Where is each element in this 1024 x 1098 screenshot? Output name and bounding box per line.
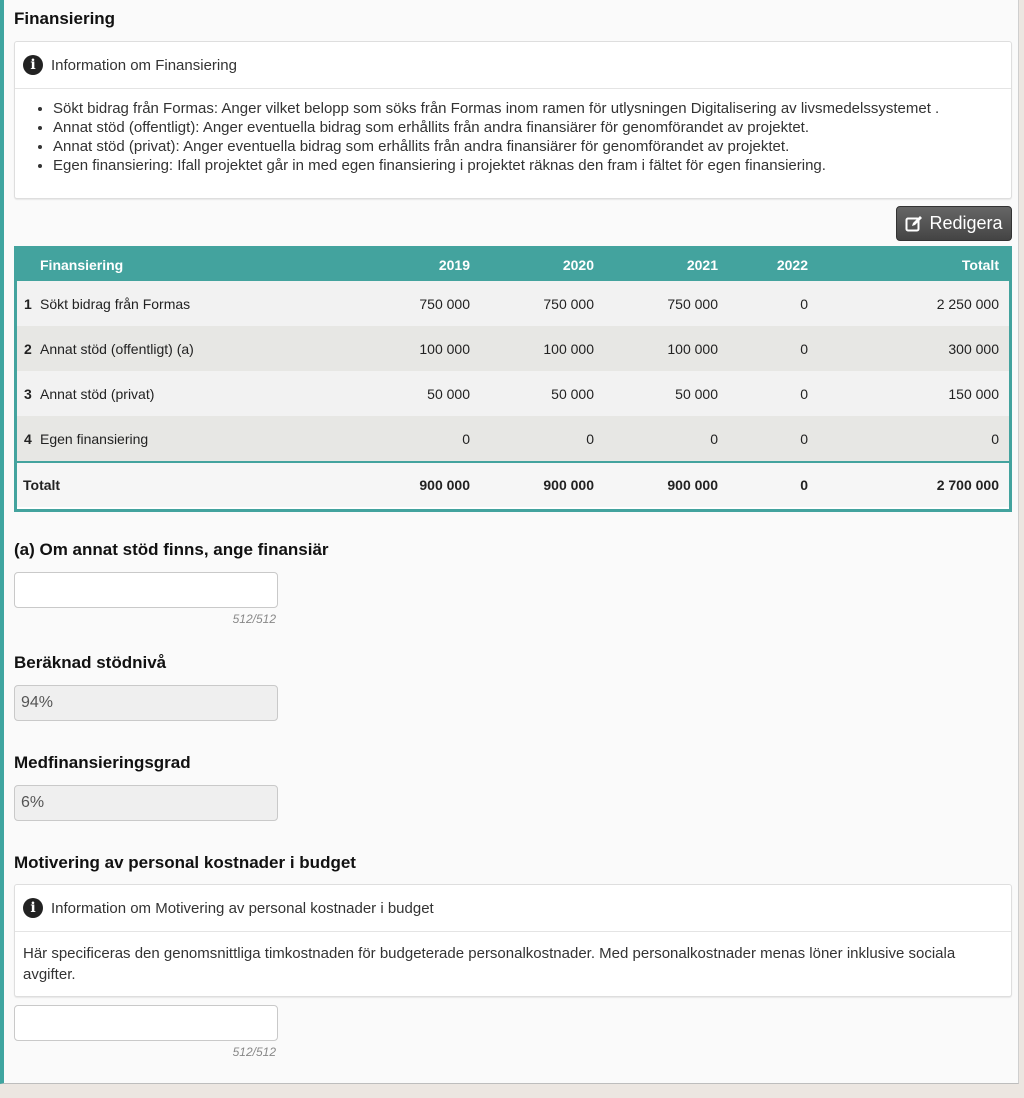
table-row bbox=[17, 326, 1009, 371]
financier-label: (a) Om annat stöd finns, ange finansiär bbox=[14, 540, 329, 559]
table-cell: 100 000 bbox=[604, 326, 728, 371]
column-header: 2020 bbox=[480, 249, 604, 281]
row-label-cell bbox=[17, 281, 380, 326]
financier-input[interactable] bbox=[14, 572, 278, 608]
financing-info-panel bbox=[14, 41, 1012, 199]
edit-button[interactable] bbox=[896, 206, 1012, 241]
cofinancing-field: 6% bbox=[14, 785, 278, 821]
table-header-row bbox=[17, 249, 1009, 281]
table-cell: 50 000 bbox=[604, 371, 728, 416]
row-label: Annat stöd (privat) bbox=[40, 385, 155, 402]
table-cell: 0 bbox=[380, 416, 480, 462]
row-label-cell bbox=[17, 371, 380, 416]
table-cell: 0 bbox=[480, 416, 604, 462]
info-icon: i bbox=[23, 898, 43, 918]
row-label-cell bbox=[17, 326, 380, 371]
motivation-label: Motivering av personal kostnader i budget bbox=[14, 853, 356, 872]
table-cell: 0 bbox=[818, 416, 1009, 462]
row-number: 2 bbox=[24, 340, 32, 357]
list-item: • Egen finansiering: Ifall projektet går in med egen finansiering i projektet räknas den fram i fältet för egen finansiering. bbox=[53, 156, 1011, 175]
table-cell: 150 000 bbox=[818, 371, 1009, 416]
table-total-row bbox=[17, 462, 1009, 507]
financing-info-title: Information om Finansiering bbox=[51, 56, 237, 74]
motivation-info-text: Här specificeras den genomsnittliga timkostnaden för budgeterade personalkostnader. Med personalkostnader menas löner inklusive sociala avgifter. bbox=[23, 945, 956, 983]
column-header: Finansiering bbox=[17, 249, 380, 281]
column-header: 2022 bbox=[728, 249, 818, 281]
edit-icon bbox=[905, 215, 923, 233]
table-row bbox=[17, 371, 1009, 416]
row-number: 3 bbox=[24, 385, 32, 402]
row-label-cell bbox=[17, 416, 380, 462]
table-cell: 0 bbox=[728, 371, 818, 416]
table-cell: 100 000 bbox=[380, 326, 480, 371]
table-cell: 0 bbox=[728, 416, 818, 462]
financing-table-grid bbox=[17, 249, 1009, 507]
column-header: Totalt bbox=[818, 249, 1009, 281]
total-cell: 2 700 000 bbox=[818, 462, 1009, 507]
motivation-char-counter: 512/512 bbox=[232, 1045, 276, 1059]
total-cell: 900 000 bbox=[604, 462, 728, 507]
column-header: 2019 bbox=[380, 249, 480, 281]
list-item: • Annat stöd (offentligt): Anger eventuella bidrag som erhållits från andra finansiärer för genomförandet av projektet. bbox=[53, 118, 1011, 137]
motivation-info-header bbox=[15, 885, 1011, 932]
motivation-input[interactable] bbox=[14, 1005, 278, 1041]
row-number: 4 bbox=[24, 430, 32, 447]
table-cell: 2 250 000 bbox=[818, 281, 1009, 326]
total-cell: 0 bbox=[728, 462, 818, 507]
table-cell: 0 bbox=[728, 281, 818, 326]
motivation-info-panel bbox=[14, 884, 1012, 997]
table-cell: 0 bbox=[728, 326, 818, 371]
total-label: Totalt bbox=[17, 462, 380, 507]
table-row bbox=[17, 416, 1009, 462]
financing-table bbox=[14, 246, 1012, 512]
table-cell: 750 000 bbox=[480, 281, 604, 326]
row-label: Sökt bidrag från Formas bbox=[40, 295, 191, 312]
financing-title: Finansiering bbox=[14, 9, 116, 28]
list-item: • Sökt bidrag från Formas: Anger vilket belopp som söks från Formas inom ramen för utlysningen Digitalisering av livsmedelssystemet . bbox=[53, 99, 1011, 118]
table-cell: 50 000 bbox=[380, 371, 480, 416]
table-cell: 100 000 bbox=[480, 326, 604, 371]
motivation-info-title: Information om Motivering av personal kostnader i budget bbox=[51, 899, 434, 917]
table-cell: 50 000 bbox=[480, 371, 604, 416]
info-icon: i bbox=[23, 55, 43, 75]
support-level-field: 94% bbox=[14, 685, 278, 721]
financier-char-counter: 512/512 bbox=[232, 612, 276, 626]
cofinancing-label: Medfinansieringsgrad bbox=[14, 753, 191, 772]
table-cell: 300 000 bbox=[818, 326, 1009, 371]
edit-button-label: Redigera bbox=[929, 213, 1003, 233]
total-cell: 900 000 bbox=[480, 462, 604, 507]
financing-info-body bbox=[15, 89, 1011, 175]
total-cell: 900 000 bbox=[380, 462, 480, 507]
support-level-label: Beräknad stödnivå bbox=[14, 653, 167, 672]
table-cell: 750 000 bbox=[380, 281, 480, 326]
financing-info-list bbox=[15, 89, 1011, 175]
financing-info-header bbox=[15, 42, 1011, 89]
row-label: Annat stöd (offentligt) (a) bbox=[40, 340, 194, 357]
column-header: 2021 bbox=[604, 249, 728, 281]
table-row bbox=[17, 281, 1009, 326]
row-number: 1 bbox=[24, 295, 32, 312]
table-cell: 0 bbox=[604, 416, 728, 462]
row-label: Egen finansiering bbox=[40, 430, 149, 447]
list-item: • Annat stöd (privat): Anger eventuella bidrag som erhållits från andra finansiärer för genomförandet av projektet. bbox=[53, 137, 1011, 156]
table-cell: 750 000 bbox=[604, 281, 728, 326]
